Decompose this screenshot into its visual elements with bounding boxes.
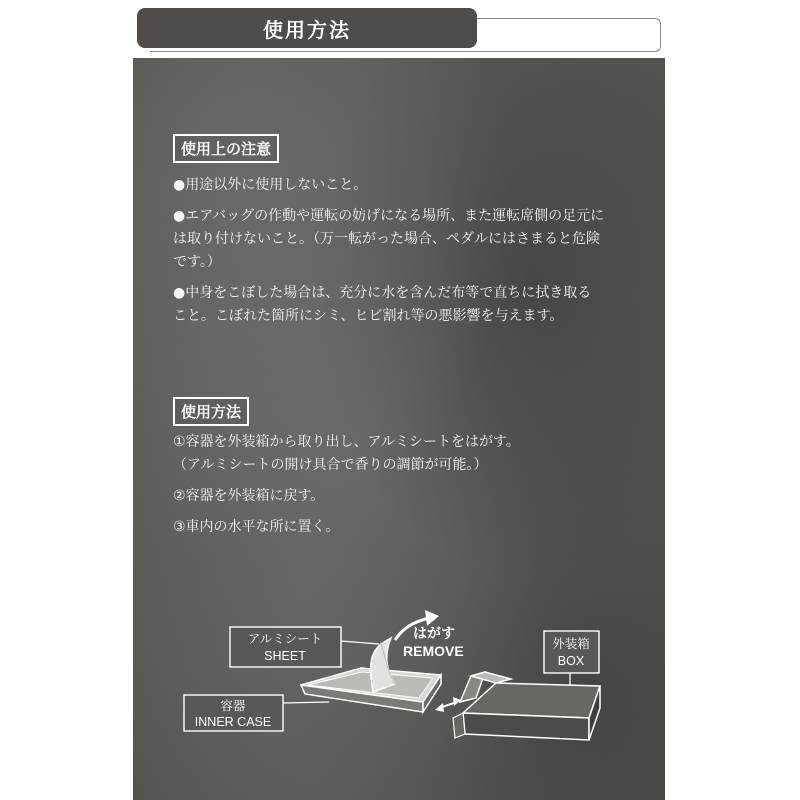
case-label-jp: 容器: [220, 699, 246, 713]
usage-title: 使用方法: [173, 397, 249, 426]
outer-box-illustration: [453, 672, 600, 740]
instructions-panel: [133, 58, 665, 800]
case-label-en: INNER CASE: [194, 715, 272, 729]
caution-item-3-line-1: ●中身をこぼした場合は、充分に水を含んだ布等で直ちに拭き取る: [173, 285, 592, 301]
usage-step-1-line-2: （アルミシートの開け具合で香りの調節が可能。）: [173, 457, 488, 473]
remove-label-en: REMOVE: [403, 643, 464, 659]
usage-step-1-line-1: ①容器を外装箱から取り出し、アルミシートをはがす。: [173, 434, 520, 450]
case-leader: [283, 702, 329, 703]
remove-arrow-head: [425, 610, 439, 626]
caution-title: 使用上の注意: [173, 134, 279, 163]
usage-steps: [173, 431, 653, 539]
caution-item-2-line-1: ●エアバッグの作動や運転の妨げになる場所、また運転席側の足元に: [173, 208, 605, 224]
usage-step-3: ③車内の水平な所に置く。: [173, 519, 340, 535]
sheet-label-jp: アルミシート: [247, 632, 323, 646]
usage-step-2: ②容器を外装箱に戻す。: [173, 488, 325, 504]
remove-label-jp: はがす: [413, 625, 455, 641]
caution-item-2-line-2: は取り付けないこと。（万一転がった場合、ペダルにはさまると危険: [173, 231, 600, 247]
caution-list: [173, 174, 653, 328]
box-label-en: BOX: [557, 654, 585, 668]
box-label-jp: 外装箱: [552, 637, 590, 651]
caution-item-2-line-3: です。）: [173, 254, 221, 270]
foil-sheet-illustration: [371, 638, 395, 692]
usage-diagram: [133, 558, 665, 758]
double-arrow-icon: [435, 697, 461, 712]
sheet-leader: [341, 641, 379, 644]
caution-item-1-line-1: ●用途以外に使用しないこと。: [173, 177, 368, 193]
caution-item-3-line-2: こと。こぼれた箇所にシミ、ヒビ割れ等の悪影響を与えます。: [173, 308, 564, 324]
page-title: 使用方法: [137, 8, 477, 48]
sheet-label-en: SHEET: [264, 649, 306, 663]
